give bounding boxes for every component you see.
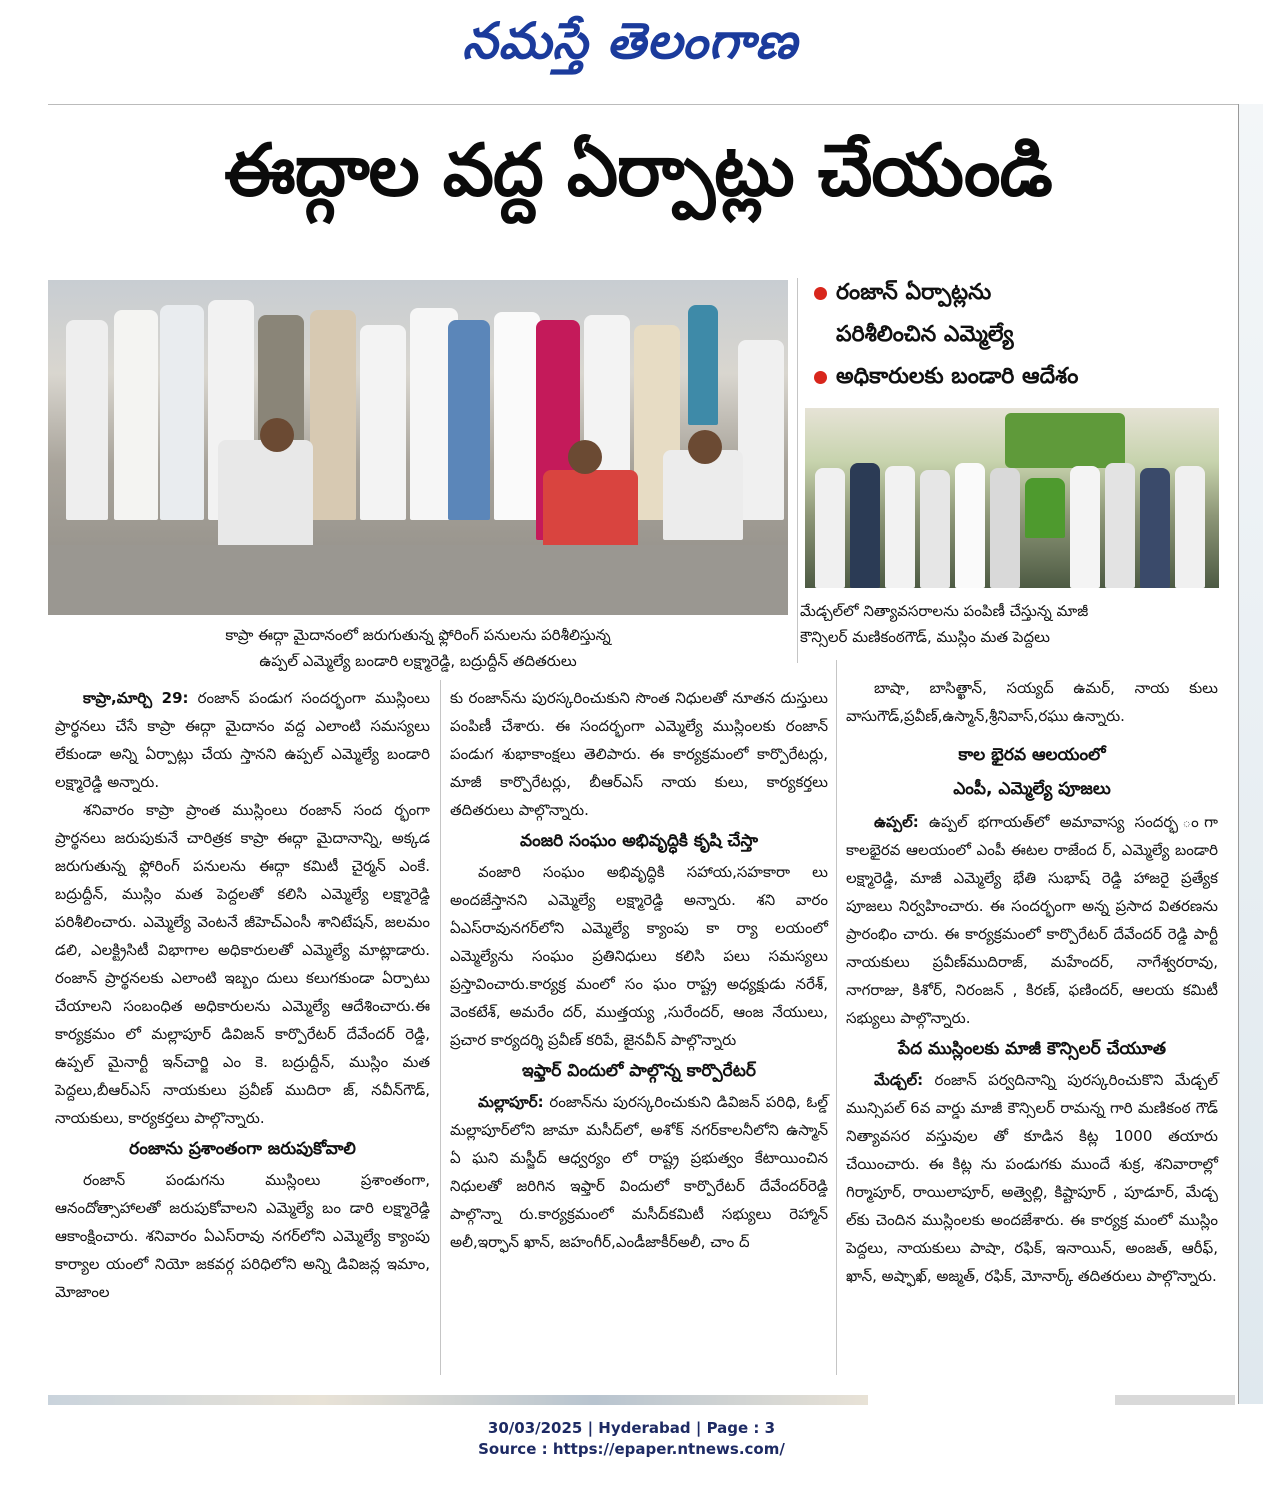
newspaper-logo: నమస్తే తెలంగాణ [462, 12, 798, 70]
subheading: ఇఫ్తార్ విందులో పాల్గొన్న కార్పొరేటర్ [522, 1061, 756, 1081]
highlight-item: అధికారులకు బండారి ఆదేశం [812, 356, 1232, 398]
article-column-3 [846, 674, 1218, 1290]
adjacent-page-edge [1238, 104, 1263, 1404]
side-photo-caption: మేడ్చల్‌లో నిత్యావసరాలను పంపిణీ చేస్తున్న మాజీ కౌన్సిలర్ మణికంఠగౌడ్, ముస్లిం మత పెద్దలు [800, 602, 1089, 646]
article-paragraph: మేడ్చల్: రంజాన్ పర్వదినాన్ని పురస్కరించుకొని మేడ్చల్ మున్సిపల్ 6వ వార్డు మాజీ కౌన్సిలర్ రామన్న గారి మణికంఠ గౌడ్ నిత్యావసర వస్తువుల తో కూడిన కిట్ల 1000 తయారు చేయించారు. ఈ కిట్ల ను పండుగకు ముందే శుక్ర, శనివారాల్లో గిర్మాపూర్, రాయిలాపూర్, అత్వెల్లి, కిష్టాపూర్ , పూడూర్, మేడ్చ ల్‌కు చెందిన ముస్లింలకు అందజేశారు. ఈ కార్యక్ర మంలో ముస్లిం పెద్దలు, నాయకులు పాషా, రఫిక్, ఇనాయిన్, అంజత్, ఆరీఫ్, ఖాన్, అష్ఫాఖ్, అజ్మత్, రఫిక్, మోనార్క్ తదితరులు పాల్గొన్నారు. [846, 1071, 1218, 1285]
article-column-2 [450, 684, 828, 1256]
main-headline: ఈద్గాల వద్ద ఏర్పాట్లు చేయండి [224, 128, 1052, 212]
subheading: వంజరి సంఘం అభివృద్ధికి కృషి చేస్తా [520, 831, 758, 851]
next-article-edge [48, 1395, 868, 1405]
column-divider [797, 278, 798, 663]
main-photo-caption: కాప్రా ఈద్గా మైదానంలో జరుగుతున్న ఫ్లోరింగ్ పనులను పరిశీలిస్తున్న ఉప్పల్ ఎమ్మెల్యే బండారి లక్ష్మారెడ్డి, బద్రుద్దీన్ తదితరులు [225, 626, 611, 670]
top-rule [48, 104, 1238, 105]
highlights [812, 272, 1232, 398]
subheading: రంజాను ప్రశాంతంగా జరుపుకోవాలి [129, 1139, 356, 1159]
masthead [0, 0, 1263, 95]
article-paragraph: కు రంజాన్‌ను పురస్కరించుకుని సొంత నిధులతో నూతన దుస్తులు పంపిణీ చేశారు. ఈ సందర్భంగా ఎమ్మెల్యే ముస్లింలకు రంజాన్ పండుగ శుభాకాంక్షలు తెలిపారు. ఈ కార్యక్రమంలో కార్పొరేటర్లు, మాజీ కార్పొరేటర్లు, బీఆర్ఎస్ నాయ కులు, కార్యకర్తలు తదితరులు పాల్గొన్నారు. [450, 689, 828, 819]
article-paragraph: మల్లాపూర్: రంజాన్‌ను పురస్కరించుకుని డివిజన్ పరిధి, ఓల్డ్ మల్లాపూర్‌లోని జామా మసీద్‌లో, అశోక్ నగర్‌కాలనీలోని ఉస్మాన్ ఏ ఘని మస్జీద్ ఆధ్వర్యం లో రాష్ట్ర ప్రభుత్వం కేటాయించిన నిధులతో జరిగిన ఇఫ్తార్ విందులో కార్పొరేటర్ దేవేందర్‌రెడ్డి పాల్గొన్నా రు.కార్యక్రమంలో మసీద్‌కమిటీ సభ్యులు రెహ్మాన్ అలీ,ఇర్ఫాన్ ఖాన్, జహంగీర్,ఎండీజాకీర్‌అలీ, చాం ద్ [450, 1093, 828, 1251]
column-divider [836, 660, 837, 1375]
next-article-edge [1115, 1395, 1235, 1405]
side-photo [805, 408, 1219, 588]
article-paragraph: వంజారి సంఘం అభివృద్ధికి సహాయ,సహకారా లు అందజేస్తానని ఎమ్మెల్యే లక్ష్మారెడ్డి అన్నారు. శని వారం ఏఎస్‌రావునగర్‌లోని ఎమ్మెల్యే క్యాంపు కా ర్యా లయంలో ఎమ్మెల్యేను సంఘం ప్రతినిధులు కలిసి పలు సమస్యలు ప్రస్తావించారు.కార్యక్ర మంలో సం ఘం రాష్ట్ర అధ్యక్షుడు నరేశ్, వెంకటేశ్, అమరేం దర్, ముత్తయ్య ,సురేందర్, ఆంజ నేయులు, ప్రచార కార్యదర్శి ప్రవీణ్ కరిపే, జైనవీన్ పాల్గొన్నారు [450, 863, 828, 1049]
main-photo [48, 280, 788, 615]
article-paragraph: రంజాన్ పండుగను ముస్లింలు ప్రశాంతంగా, ఆనందోత్సాహాలతో జరుపుకోవాలని ఎమ్మెల్యే బం డారి లక్ష్మారెడ్డి ఆకాంక్షించారు. శనివారం ఏఎస్‌రావు నగర్‌లోని ఎమ్మెల్యే క్యాంపు కార్యాల యంలో నియో జకవర్గ పరిధిలోని అన్ని డివిజన్ల ఇమాం, మోజాంల [55, 1171, 430, 1301]
footer-date-line: 30/03/2025 | Hyderabad | Page : 3 [487, 1419, 776, 1437]
article-paragraph: ఉప్పల్: ఉప్పల్ భగాయత్‌లో అమావాస్య సందర్భ ంగా కాలభైరవ ఆలయంలో ఎంపీ ఈటల రాజేంద ర్, ఎమ్మెల్యే బండారి లక్ష్మారెడ్డి, మాజీ ఎమ్మెల్యే భేతి సుభాష్ రెడ్డి హాజరై ప్రత్యేక పూజలు నిర్వహించారు. ఈ సందర్భంగా అన్న ప్రసాద వితరణను ప్రారంభిం చారు. ఈ కార్యక్రమంలో కార్పొరేటర్ దేవేందర్ రెడ్డి పార్టీ నాయకులు ప్రవీణ్‌ముదిరాజ్, మహేందర్, నాగేశ్వరరావు, నాగరాజు, కిశోర్, నిరంజన్ , కిరణ్, ఫణిందర్, ఆలయ కమిటీ సభ్యులు పాల్గొన్నారు. [846, 813, 1218, 1027]
subheading: కాల భైరవ ఆలయంలో ఎంపీ, ఎమ్మెల్యే పూజలు [953, 745, 1111, 799]
footer-source-link[interactable]: Source : https://epaper.ntnews.com/ [478, 1440, 785, 1458]
column-divider [440, 680, 441, 1375]
article-paragraph: కాప్రా,మార్చి 29: రంజాన్ పండుగ సందర్భంగా ముస్లింలు ప్రార్థనలు చేసే కాప్రా ఈద్గా మైదానం వద్ద ఎలాంటి సమస్యలు లేకుండా అన్ని ఏర్పాట్లు చేయ స్తానని ఉప్పల్ ఎమ్మెల్యే బండారి లక్ష్మారెడ్డి అన్నారు. [55, 689, 430, 791]
subheading: పేద ముస్లింలకు మాజీ కౌన్సిలర్ చేయూత [898, 1039, 1166, 1059]
highlight-item: రంజాన్ ఏర్పాట్లను పరిశీలించిన ఎమ్మెల్యే [812, 272, 1232, 356]
bullet-icon [814, 287, 827, 300]
article-paragraph: బాషా, బాసిత్ఖాన్, సయ్యద్ ఉమర్, నాయ కులు వాసుగౌడ్,ప్రవీణ్,ఉస్మాన్,శ్రీనివాస్,రఘు ఉన్నారు. [846, 679, 1218, 725]
page-footer [0, 1418, 1263, 1460]
article-column-1 [55, 684, 430, 1306]
bullet-icon [814, 371, 827, 384]
article-paragraph: శనివారం కాప్రా ప్రాంత ముస్లింలు రంజాన్ సంద ర్భంగా ప్రార్థనలు జరుపుకునే చారిత్రక కాప్రా ఈద్గా మైదానాన్ని, అక్కడ జరుగుతున్న ఫ్లోరింగ్ పనులను ఈద్గా కమిటీ చైర్మన్ ఎంకే. బద్రుద్దీన్, ముస్లిం మత పెద్దలతో కలిసి ఎమ్మెల్యే లక్ష్మారెడ్డి పరిశీలించారు. ఎమ్మెల్యే వెంటనే జీహెచ్ఎంసీ శానిటేషన్, జలమం డలి, ఎలక్ట్రిసిటీ విభాగాల అధికారులతో ఎమ్మెల్యే మాట్లాడారు. రంజాన్ ప్రార్థనలకు ఎలాంటి ఇబ్బం దులు కలుగకుండా ఏర్పాటు చేయాలని సంబంధిత అధికారులను ఎమ్మెల్యే ఆదేశించారు.ఈ కార్యక్రమం లో మల్లాపూర్ డివిజన్ కార్పొరేటర్ దేవేందర్ రెడ్డి, ఉప్పల్ మైనార్టీ ఇన్‌చార్జి ఎం కె. బద్రుద్దీన్, ముస్లిం మత పెద్దలు,బీఆర్ఎస్ నాయకులు ప్రవీణ్ ముదిరా జ్, నవీన్‌గౌడ్, నాయకులు, కార్యకర్తలు పాల్గొన్నారు. [55, 801, 430, 1127]
